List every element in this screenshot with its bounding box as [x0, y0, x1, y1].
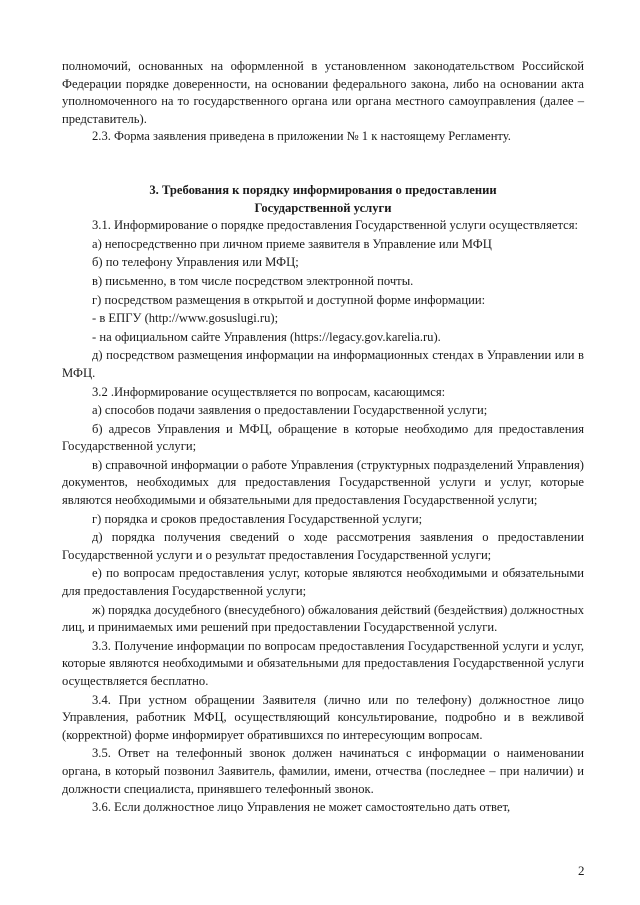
- list-item: г) посредством размещения в открытой и доступной форме информации:: [92, 292, 486, 307]
- paragraph: полномочий, основанных на оформленной в установленном законодательством Российской Федерации порядке доверенности, на основании федерального закона, либо на основании акта уполномоченного на то государственного органа или органа местного самоуправления (далее – представитель).: [62, 59, 584, 126]
- paragraph: 3.6. Если должностное лицо Управления не может самостоятельно дать ответ,: [92, 800, 511, 815]
- list-item: в) справочной информации о работе Управления (структурных подразделений Управления) документов, необходимых для предоставления Государственной услуги и услуг, которые являются необходимыми и обязательными для предоставления Государственной услуги;: [62, 457, 584, 508]
- list-item: е) по вопросам предоставления услуг, которые являются необходимыми и обязательными для предоставления Государственной услуги;: [62, 566, 584, 599]
- list-item: а) непосредственно при личном приеме заявителя в Управление или МФЦ: [92, 236, 492, 251]
- list-item: а) способов подачи заявления о предоставлении Государственной услуги;: [92, 403, 488, 418]
- list-item: б) по телефону Управления или МФЦ;: [92, 255, 299, 270]
- list-item: - в ЕПГУ (http://www.gosuslugi.ru);: [92, 311, 279, 326]
- section-title: 3. Требования к порядку информирования о предоставлении: [149, 182, 497, 197]
- list-item: б) адресов Управления и МФЦ, обращение в которые необходимо для предоставления Государственной услуги;: [62, 421, 584, 454]
- section-title: Государственной услуги: [254, 200, 392, 215]
- paragraph: 3.1. Информирование о порядке предоставления Государственной услуги осуществляется:: [92, 218, 578, 233]
- list-item: в) письменно, в том числе посредством электронной почты.: [92, 273, 414, 288]
- list-item: - на официальном сайте Управления (https://legacy.gov.karelia.ru).: [92, 329, 441, 344]
- paragraph: 3.5. Ответ на телефонный звонок должен начинаться с информации о наименовании органа, в который позвонил Заявитель, фамилии, имени, отчества (последнее – при наличии) и должности специалиста, принявшего телефонный звонок.: [62, 746, 584, 796]
- spacer: [62, 146, 584, 182]
- list-item: д) посредством размещения информации на информационных стендах в Управлении или в МФЦ.: [62, 348, 584, 380]
- paragraph: 3.2 .Информирование осуществляется по вопросам, касающимся:: [92, 384, 446, 399]
- list-item: г) порядка и сроков предоставления Государственной услуги;: [92, 511, 423, 526]
- list-item: д) порядка получения сведений о ходе рассмотрения заявления о предоставлении Государственной услуги и о результат предоставления Государственной услуги;: [62, 530, 584, 562]
- paragraph: 3.3. Получение информации по вопросам предоставления Государственной услуги и услуг, которые являются необходимыми и обязательными для предоставления Государственной услуги осуществляется бесплатно.: [62, 638, 584, 688]
- page-number: 2: [578, 863, 585, 878]
- page-content: [62, 58, 584, 817]
- paragraph: 3.4. При устном обращении Заявителя (лично или по телефону) должностное лицо Управления, работник МФЦ, осуществляющий консультирование, подробно и в вежливой (корректной) форме информирует обратившихся по интересующим вопросам.: [62, 692, 584, 742]
- paragraph: 2.3. Форма заявления приведена в приложении № 1 к настоящему Регламенту.: [92, 129, 511, 144]
- list-item: ж) порядка досудебного (внесудебного) обжалования действий (бездействия) должностных лиц, и принимаемых ими решений при предоставлении Государственной услуги.: [62, 602, 584, 635]
